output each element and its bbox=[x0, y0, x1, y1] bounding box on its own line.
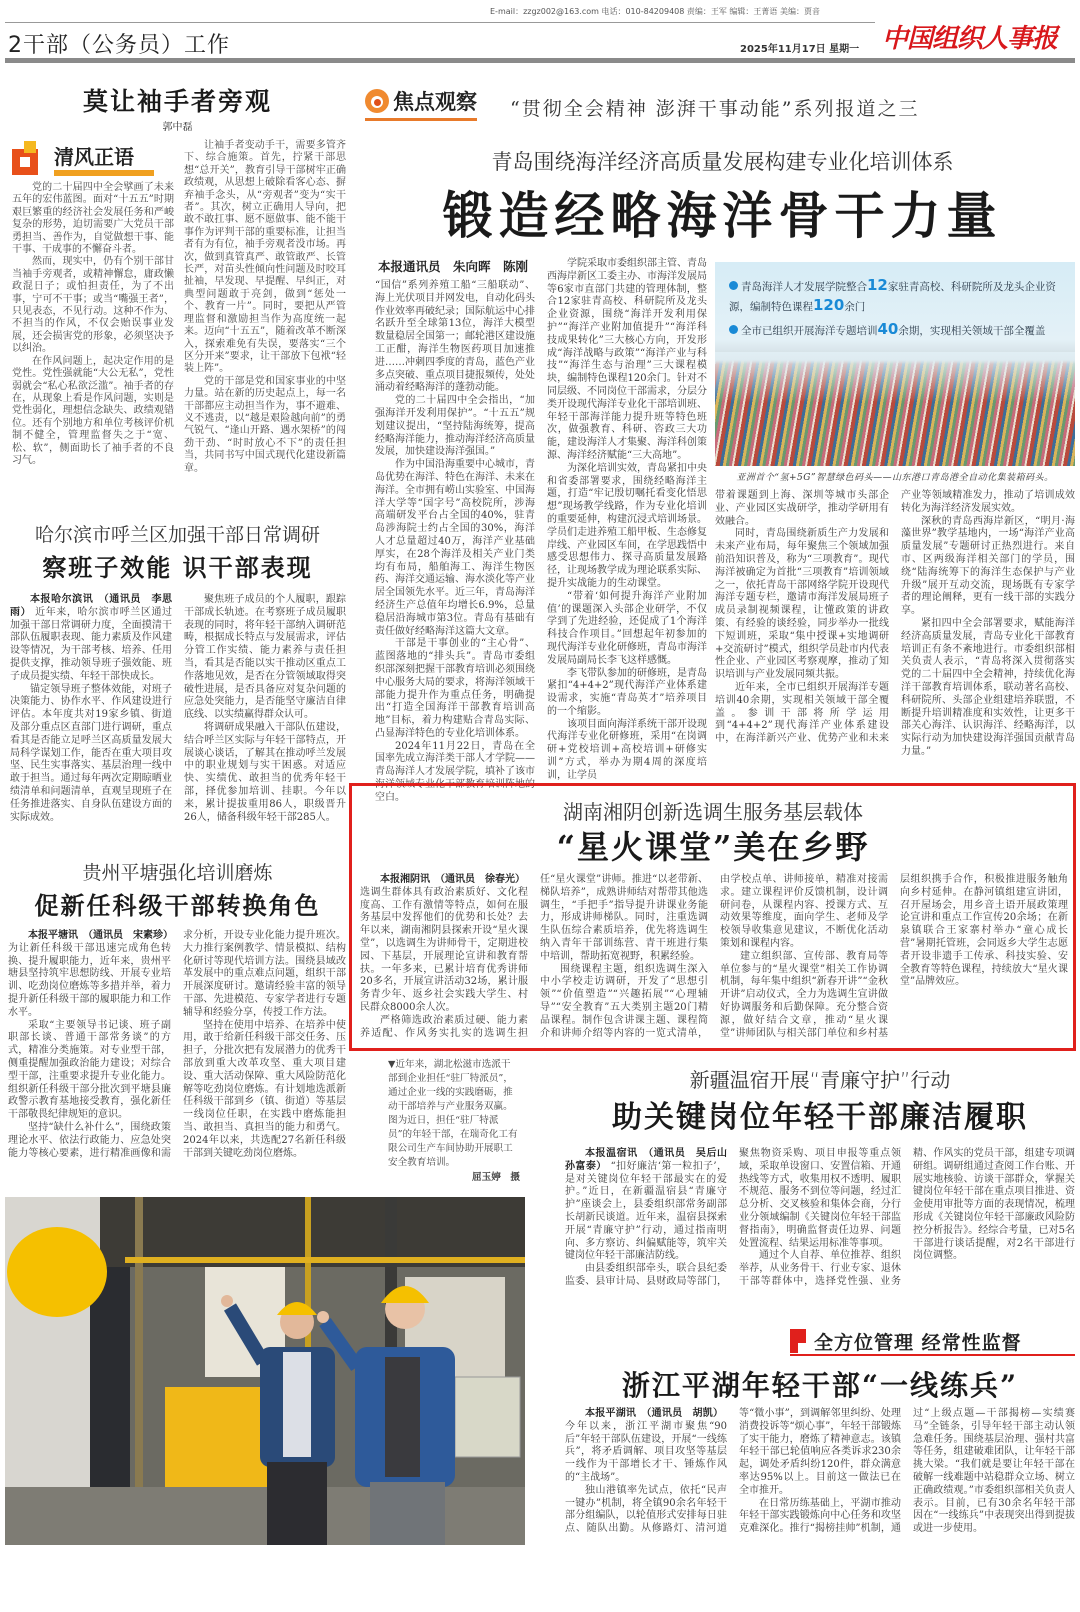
paragraph-text: 严格筛选政治素质过硬、能力素养适配、作风务实扎实的选调生担任“星火课堂”讲师。推进“以老带新、梯队培养”，成熟讲师结对帮带其他选调生，“手把手”指导提升讲课业务能力，形成讲师梯队。同时，注重选调生队伍综合素质培养，优先将选调生纳入青年干部训练营、青干班进行集中培训，帮助拓宽视野，积累经验。 bbox=[360, 874, 708, 1039]
article-paragraph bbox=[547, 258, 707, 463]
paragraph-text: 党的二十届四中全会指出，“加强海洋开发利用保护”。“十五五”规划建议提出，“坚持陆海统筹，提高经略海洋能力，推动海洋经济高质量发展，加快建设海洋强国。” bbox=[375, 395, 535, 458]
paragraph-text: 在日常历练基础上，平湖市推动年轻干部实践锻炼向中心任务和攻坚克难深化。推行“揭榜挂帅”机制，通过“上级点题—干部揭榜—实绩赛马”全链条，引导年轻干部主动认领急难任务。围绕基层治理、强村共富等任务，组建破难团队，让年轻干部挑大梁。“我们就是要让年轻干部在破解一线难题中站稳群众立场、树立正确政绩观。”市委组织部相关负责人表示。目前，已有30余名年轻干部因在“一线练兵”中表现突出得到提拔或进一步使用。 bbox=[739, 1408, 1075, 1535]
article-byline: 本报平湖讯 （通讯员 胡凯） bbox=[585, 1408, 723, 1419]
article-paragraph bbox=[360, 874, 528, 1015]
article-paragraph bbox=[715, 490, 889, 528]
paragraph-text: 通过个人自荐、单位推荐、组织举荐，从业务骨干、行业专家、退休干部等群体中，选择党性强、业务精、作风实的党员干部，组建专项调研组。调研组通过查阅工作台账、开展实地核验、访谈干部群众，掌握关键岗位年轻干部在重点项目推进、资金使用审批等方面的表现情况，梳理形成《关键岗位年轻干部廉政风险防控分析报告》。经综合考量，已对5名干部进行谈话提醒，对2名干部进行岗位调整。 bbox=[739, 1148, 1075, 1287]
highlight-number: 40 bbox=[877, 320, 899, 338]
qingdao-article-body-part2 bbox=[715, 490, 1075, 759]
hunan-article-body bbox=[360, 874, 1068, 1040]
commentary-author: 郭中磊 bbox=[162, 122, 193, 133]
article-paragraph bbox=[901, 618, 1075, 759]
article-paragraph bbox=[901, 516, 1075, 618]
highlight-text: 全市已组织开展海洋专题培训 bbox=[741, 325, 878, 337]
article-paragraph bbox=[8, 1020, 171, 1122]
highlight-number: 12 bbox=[867, 276, 888, 294]
article-paragraph bbox=[184, 376, 346, 475]
article-paragraph bbox=[375, 459, 535, 638]
factory-scene-image bbox=[5, 1197, 525, 1545]
highlight-text: 余期，实现相关领域干部全覆盖 bbox=[898, 325, 1046, 337]
factory-photo bbox=[5, 1197, 525, 1545]
eye-icon bbox=[365, 89, 389, 113]
paragraph-text: 李飞带队参加的研修班，是青岛紧扣“4+4+2”现代海洋产业体系建设需求，实施“青岛英才”培养项目的一个缩影。 bbox=[547, 667, 707, 717]
series-title: “贯彻全会精神 澎湃干事动能”系列报道之三 bbox=[510, 98, 920, 120]
paragraph-text: 聚焦班子成员的个人履职，跟踪干部成长轨迹。在考察班子成员履职表现的同时，将年轻干部纳入调研范畴，根据成长特点与发展需求，评估分管工作实绩、能力素养与责任担当，看其是否能以实干推动区重点工作落地见效，是否在分管领域取得突破性进展，是否具备应对复杂问题的应急处突能力，是否能坚守廉洁自律底线、以实绩赢得群众认可。 bbox=[184, 594, 346, 721]
guizhou-article-body bbox=[8, 930, 346, 1160]
photo-caption-text: ▼近年来，湖北松滋市选派干部到企业担任“驻厂特派员”，通过企业一线的实践磨砺，推动干部培养与产业服务双赢。图为近日，担任“驻厂特派员”的年轻干部，在瑞奇化工有限公司生产车间协助开展职工安全教育培训。 bbox=[388, 1059, 518, 1168]
xinjiang-article-body bbox=[565, 1148, 1075, 1289]
paragraph-text: 学院采取市委组织部主管、青岛西海岸新区工委主办、市海洋发展局等6家市直部门共建的管理体制，整合12家驻青高校、科研院所及龙头企业资源，围绕“海洋开发利用保护”“海洋产业附加值提升”“海洋科技成果转化”三大核心方向，开发形成“海洋战略与政策”“海洋产业与科技”“海洋生态与治理”三大课程模块，编制特色课程120余门。针对不同层级、不同岗位干部需求，分层分类开设现代海洋专业化干部培训班、年轻干部海洋能力提升班等特色班次，做强教育、科研、咨政三大功能，建设海洋人才集聚、海洋科创策源、海洋经济赋能“三大高地”。 bbox=[547, 258, 707, 461]
article-paragraph bbox=[375, 638, 535, 740]
article-paragraph bbox=[547, 591, 707, 668]
paragraph-text: 2024年11月22日，青岛在全国率先成立海洋类干部人才学院——青岛海洋人才发展学院，填补了该市海洋领域专业化干部教育培训阵地的空白。 bbox=[375, 740, 535, 803]
focus-section-badge bbox=[365, 86, 477, 121]
paragraph-text: 作为中国沿海重要中心城市，青岛优势在海洋、特色在海洋、未来在海洋。全市拥有崂山实验室、中国海洋大学等“国字号”高校院所，涉海高端研发平台占全国的40%，驻青岛涉海院士约占全国的30%，海洋人才总量超过40万，海洋产业基础厚实，在28个海洋及相关产业门类均有布局，船舶海工、海洋生物医药、海洋交通运输、海水淡化等产业居全国领先水平。近三年，青岛海洋经济生产总值年均增长6.9%，总量稳居沿海城市第3位。青岛有基础有责任做好经略海洋这篇大文章。 bbox=[375, 459, 535, 637]
issue-date: 2025年11月17日 星期一 bbox=[740, 44, 860, 55]
paragraph-text: 深秋的青岛西海岸新区，“明月·海藻世界”教学基地内，一场“海洋产业高质量发展”专题研讨正热烈进行。来自市、区两级海洋相关部门的学员，围绕“陆海统筹下的海洋生态保护与产业升级”展开互动交流，现场既有专家学者的理论阐释，更有一线干部的实践分享。 bbox=[901, 515, 1075, 617]
article-paragraph bbox=[547, 668, 707, 719]
contact-line: E-mail：zzgz002@163.com 电话：010-84209408 责编：王军 编辑：王菁语 美编：贾音 bbox=[490, 7, 820, 16]
red-block-icon bbox=[790, 1329, 806, 1353]
paragraph-text: 坚持在使用中培养、在培养中使用，敢于给新任科级干部交任务、压担子，分批次把有发展潜力的优秀干部放到重大改革攻坚、重大项目建设、重大活动保障、重大风险防范化解等吃劲岗位磨炼。有计划地选派新任科级干部到乡（镇、街道）等基层一线岗位任职，在实践中磨炼能担当、敢担当、真担当的能力和勇气。2024年以来，共选配27名新任科级干部到关键吃劲岗位磨炼。 bbox=[183, 1019, 346, 1159]
xinjiang-inset-heading bbox=[790, 1328, 1075, 1356]
article-paragraph bbox=[8, 930, 171, 1020]
paragraph-text: “扣好廉洁‘第一粒扣子’，是对关键岗位年轻干部最实在的爱护。”近日，在新疆温宿县“青廉守护”座谈会上，县委组织部常务副部长胡新民谈道。近年来，温宿县探索开展“青廉守护”行动，通过指南明向、多方察访、纠偏赋能等，筑牢关键岗位年轻干部廉洁防线。 bbox=[565, 1160, 727, 1262]
paragraph-text: “带着‘如何提升海洋产业附加值’的课题深入头部企业研学，不仅学到了先进经验，还促成了1个海洋科技合作项目。”回想起年初参加的现代海洋专业化研修班，青岛市海洋发展局副局长李飞这样感慨。 bbox=[547, 590, 707, 666]
paragraph-text: 为让新任科级干部迅速完成角色转换、提升履职能力，近年来，贵州平塘县坚持筑牢思想防线、开展专业培训、吃劲岗位磨炼等多措并举，着力提升新任科级干部的履职能力和工作水平。 bbox=[8, 942, 171, 1018]
page-section-title: 2干部（公务员）工作 bbox=[8, 33, 230, 58]
article-paragraph bbox=[183, 1020, 346, 1161]
commentary-title: 莫让袖手者旁观 bbox=[82, 87, 272, 116]
article-paragraph bbox=[565, 1408, 727, 1485]
hunan-subtitle: 湖南湘阴创新选调生服务基层载体 bbox=[563, 800, 863, 824]
article-paragraph bbox=[12, 182, 174, 256]
guizhou-subtitle: 贵州平塘强化培训磨炼 bbox=[82, 862, 273, 884]
paragraph-text: 围绕课程主题，组织选调生深入中小学校走访调研，开发了“思想引领”“价值塑造”“兴趣拓展”“心理辅导”“安全教育”五大类别主题20门精品课程。制作包含讲课主题、课程简介和讲师介绍等内容的一览式清单，由学校点单、讲师接单，精准对接需求。建立课程评价反馈机制，设计调研问卷，从课程内容、授课方式、互动效果等维度，面向学生、老师及学校领导收集意见建议，不断优化活动策划和课程内容。 bbox=[540, 874, 888, 1039]
bullet-icon bbox=[729, 325, 738, 334]
highlight-text: 余门 bbox=[844, 301, 866, 313]
paragraph-text: 锚定领导班子整体效能，对班子决策能力、协作水平、作风建设进行评估。本年度共对19家乡镇、街道及部分重点区直部门进行调研，重点看其是否能立足呼兰区高质量发展大局科学谋划工作，能否在重大项目攻坚、民生实事落实、基层治理一线中敢于担当。通过每年两次定期晾晒业绩清单和问题清单，直观呈现班子在任务推进落实、自身队伍建设方面的实际成效。 bbox=[10, 683, 172, 823]
article-paragraph bbox=[184, 140, 346, 376]
qingdao-subtitle: 青岛围绕海洋经济高质量发展构建专业化培训体系 bbox=[491, 150, 954, 174]
paragraph-text: 近年来，哈尔滨市呼兰区通过加强干部日常调研力度，全面摸清干部队伍履职表现、能力素质及作风建设等情况，为干部考核、培养、任用提供支撑，推动领导班子强效能、班子成员提实绩、年轻干部快成长。 bbox=[10, 606, 173, 682]
paragraph-text: 独山港镇率先试点，依托“民声一键办”机制，将全镇90余名年轻干部分组编队，以轮值形式安排每日驻点、随队出勤。从修路灯、清河道等“微小事”，到调解邻里纠纷、处理消费投诉等“烦心事”，年轻干部锻炼了实干能力，磨炼了精神意志。该镇年轻干部已轮值响应各类诉求230余起，调处矛盾纠纷120件，群众满意率达95%以上。目前这一做法已在全市推开。 bbox=[565, 1408, 901, 1535]
commentary-body bbox=[12, 140, 346, 475]
article-byline: 本报通讯员 朱向晖 陈刚 bbox=[377, 259, 528, 274]
paragraph-text: 党的二十届四中全会擘画了未来五年的宏伟蓝图。面对“十五五”时期艰巨繁重的经济社会发展任务和严峻复杂的形势，迫切需要广大党员干部勇担当、善作为，自觉做想干事、能干事、干成事的不懈奋斗者。 bbox=[12, 182, 174, 256]
guizhou-headline: 促新任科级干部转换角色 bbox=[34, 891, 321, 920]
article-byline: 本报哈尔滨讯 （通讯员 李思雨） bbox=[10, 594, 172, 618]
hunan-headline: “星火课堂”美在乡野 bbox=[556, 828, 870, 866]
highlight-text: 青岛海洋人才发展学院整合 bbox=[741, 281, 867, 293]
port-image bbox=[715, 262, 1075, 466]
zhejiang-headline: 浙江平湖年轻干部“一线练兵” bbox=[621, 1369, 1019, 1402]
paragraph-text: 近年来，全市已组织开展海洋专题培训40余期，实现相关领域干部全覆盖。参训干部将所学运用到“4+4+2”现代海洋产业体系建设中，在海洋新兴产业、优势产业和未来产业等领域精准发力，推动了培训成效转化为海洋经济发展实效。 bbox=[715, 490, 1075, 745]
article-paragraph bbox=[184, 594, 346, 722]
paragraph-text: 让袖手者变动手干，需要多管齐下、综合施策。首先，拧紧干部思想“总开关”，教育引导干部树牢正确政绩观，从思想上破除看客心态、摒弃袖手念头，从“旁观者”变为“实干者”。其次，树立正确用人导向，把敢不敢扛事、愿不愿做事、能不能干事作为评判干部的重要标准，让担当者有为有位，袖手旁观者没市场。再次，做到真管真严、敢管敢严、长管长严，对苗头性倾向性问题及时咬耳扯袖，早发现、早提醒、早纠正，对典型问题敢于亮剑，做到“惩处一个、教育一片”。同时，要把从严管理监督和激励担当作为高度统一起来。迈向“十五五”，随着改革不断深入，探索难免有失误，要落实“三个区分开来”要求，让干部放下包袱“轻装上阵”。 bbox=[184, 140, 346, 375]
paragraph-text: 然而，现实中，仍有个别干部甘当袖手旁观者，或精神懈怠，庸政懒政混日子；或怕担责任，为了不出事，宁可不干事；或当“嘴强王者”，只见表态，不见行动。这种不作为、不担当的作风，不仅会贻误事业发展，还会损害党的形象，必须坚决予以纠治。 bbox=[12, 256, 174, 355]
article-paragraph bbox=[12, 356, 174, 468]
paragraph-text: 党的干部是党和国家事业的中坚力量。站在新的历史起点上，每一名干部都应主动担当作为，事不避难、义不逃责，以“越是艰险越向前”的勇气锐气、“逢山开路、遇水架桥”的闯劲干劲、“时时放心不下”的责任担当，共同书写中国式现代化建设新篇章。 bbox=[184, 375, 346, 474]
highlight-1 bbox=[729, 276, 1065, 316]
paragraph-text: 坚持“缺什么补什么”，围绕政策理论水平、依法行政能力、应急处突能力等核心要素，进行精准画像和需求分析，开设专业化能力提升班次。大力推行案例教学、情景模拟、结构化研讨等现代培训方法。围绕县域改革发展中的重点难点问题，组织干部开展深度研讨。邀请经验丰富的领导干部、先进模范、专家学者进行专题辅导和经验分享，传授工作方法。 bbox=[8, 930, 346, 1159]
paragraph-text: 带着课题到上海、深圳等城市头部企业、产业园区实战研学，推动学研用有效融合。 bbox=[715, 490, 889, 527]
paragraph-text: 采取“主要领导书记谈、班子副职部长谈、普通干部常务谈”的方式，精准分类施策。对专业型干部，侧重提醒加强政治能力建设；对综合型干部，注重要求提升专业化能力。组织新任科级干部分批次到平塘县廉政警示教育基地接受教育，强化新任干部敬畏纪律规矩的意识。 bbox=[8, 1019, 171, 1121]
article-byline: 本报平塘讯 （通讯员 宋素珍） bbox=[28, 930, 173, 941]
header-rule bbox=[5, 58, 1075, 63]
highlight-number: 120 bbox=[813, 296, 845, 314]
paragraph-text: 同时，青岛围绕新质生产力发展和未来产业布局，每年聚焦三个领域加强前沿知识普及，称为“三项教育”。现代海洋被确定为首批“三项教育”培训领域之一，依托青岛干部网络学院开设现代海洋专题专栏，邀请市海洋发展局班子成员录制视频课程，让懂政策的讲政策、有经验的谈经验，同步举办一批线下短训班，采取“集中授课+实地调研+交流研讨”模式，组织学员赴市内代表性企业、产业园区考察观摩，推动了知识培训与产业发展同频共振。 bbox=[715, 528, 889, 681]
paragraph-text: 建立组织部、宣传部、教育局等单位参与的“星火课堂”相关工作协调机制，每年集中组织“新春开讲”“金秋开讲”启动仪式，全力为选调生宣讲做好协调服务和后勤保障。充分整合资源，做好结合文章，推动“星火课堂”讲师团队与相关部门单位和乡村基层组织携手合作，积极推进服务触角向乡村延伸。在静河镇组建宣讲团，召开屋场会，用乡音土语开展政策理论宣讲和重点工作宣传20余场；在新泉镇联合王家寨村举办“童心成长营”暑期托管班，会同返乡大学生志愿者开设非遗手工传承、科技实验、安全教育等特色课程，持续放大“星火课堂”品牌效应。 bbox=[720, 874, 1068, 1039]
column-label: 清风正语 bbox=[54, 141, 154, 176]
article-paragraph bbox=[12, 256, 174, 355]
paragraph-text: 紧扣四中全会部署要求，赋能海洋经济高质量发展，青岛专业化干部教育培训正有条不紊地进行。市委组织部相关负责人表示，“青岛将深入贯彻落实党的二十届四中全会精神，持续优化海洋干部教育培训体系，联动著名高校、科研院所、头部企业组建培养联盟，不断提升培训精准度和实效性，让更多干部关心海洋、认识海洋、经略海洋，以实际行动为加快建设海洋强国贡献青岛力量。” bbox=[901, 617, 1075, 757]
qingdao-headline: 锻造经略海洋骨干力量 bbox=[442, 187, 1003, 245]
article-paragraph bbox=[10, 684, 172, 825]
article-paragraph bbox=[184, 722, 346, 824]
xinjiang-headline: 助关键岗位年轻干部廉洁履职 bbox=[612, 1100, 1028, 1135]
paragraph-text: 今年以来，浙江平湖市聚焦“90后”年轻干部队伍建设，开展“一线练兵”，将矛盾调解、项目攻坚等基层一线作为干部增长才干、锤炼作风的“主战场”。 bbox=[565, 1420, 727, 1483]
paragraph-text: 为深化培训实效，青岛紧扣中央和省委部署要求，围绕经略海洋主题，打造“牢记殷切嘱托看变化悟思想”现场教学线路，作为专业化培训的重要延伸，构建沉浸式培训场景。学员们走进养殖工船甲板、生态修复岸线、产业园区车间，在学思践悟中感受思想伟力、探寻高质量发展路径，让现场教学成为理论联系实际、提升实战能力的生动课堂。 bbox=[547, 462, 707, 589]
paragraph-text: 该项目面向海洋系统干部开设现代海洋专业化研修班，采用“在岗调研+党校培训+高校培训+研修实训”方式，举办为期4周的深度培训，让学员 bbox=[547, 718, 707, 781]
paragraph-text: 干部是干事创业的“主心骨”、蓝图落地的“排头兵”。青岛市委组织部深刻把握干部教育培训必须围绕中心服务大局的要求，将海洋领域干部能力提升作为重点任务，明确提出“打造全国海洋干部教育培训高地”目标，着力构建贴合青岛实际、凸显海洋特色的专业化培训体系。 bbox=[375, 638, 535, 739]
header-divider bbox=[5, 22, 875, 23]
port-fog bbox=[715, 352, 1075, 402]
photo-caption bbox=[388, 1058, 520, 1185]
article-paragraph bbox=[10, 594, 172, 684]
qingdao-article-body-part1 bbox=[375, 258, 707, 805]
harbin-headline: 察班子效能 识干部表现 bbox=[42, 553, 313, 582]
article-paragraph bbox=[547, 463, 707, 591]
zhejiang-article-body bbox=[565, 1408, 1075, 1536]
masthead-logo: 中国组织人事报 bbox=[882, 24, 1058, 54]
article-paragraph bbox=[547, 719, 707, 783]
port-image-caption: 亚洲首个“氢+5G”智慧绿色码头——山东港口青岛港全自动化集装箱码头。 bbox=[736, 473, 1054, 483]
article-paragraph bbox=[375, 258, 535, 395]
paragraph-text: 在作风问题上，起决定作用的是党性。党性强就能“大公无私”，党性弱就会“私心私欲泛滥”。袖手者的存在，从现象上看是作风问题，实则是党性弱化，理想信念缺失、政绩观错位。还有个别地方和单位考核评价机制不健全，管理监督失之于“宽、松、软”，侧面助长了袖手者的不良习气。 bbox=[12, 355, 174, 466]
column-badge bbox=[12, 140, 174, 176]
focus-label: 焦点观察 bbox=[393, 90, 477, 114]
inset-heading-text: 全方位管理 经常性监督 bbox=[814, 1331, 1022, 1354]
paragraph-text: 将调研成果融入干部队伍建设，结合呼兰区实际与年轻干部特点，开展谈心谈话，了解其在推动呼兰发展中的职业规划与实干困惑。对适应快、实绩优、敢担当的优秀年轻干部，择优参加培训、挂职。今年以来，累计提拔重用86人，职级晋升26人，储备科级年轻干部285人。 bbox=[184, 721, 346, 823]
harbin-article-body bbox=[10, 594, 346, 824]
article-paragraph bbox=[375, 395, 535, 459]
bullet-icon bbox=[729, 281, 738, 290]
xinjiang-subtitle: 新疆温宿开展“青廉守护”行动 bbox=[689, 1068, 951, 1092]
highlight-text: 家驻青高校、科研院所及龙头企业资源，编制特色课程 bbox=[729, 281, 1056, 313]
harbin-subtitle: 哈尔滨市呼兰区加强干部日常调研 bbox=[34, 524, 320, 546]
paragraph-text: 选调生群体具有政治素质好、文化程度高、工作有激情等特点，如何在服务基层中发挥他们的优势和长处？去年以来，湖南湘阴县探索开设“星火课堂”，以选调生为讲师骨干，定期进校园、下基层，开展理论宣讲和教育帮扶。一年多来，已累计培育优秀讲师20多名，开展宣讲活动32场，累计服务青少年、返乡社会实践大学生、村民群众8000余人次。 bbox=[360, 886, 528, 1013]
article-byline: 本报湘阴讯 （通讯员 徐春光） bbox=[380, 874, 525, 885]
badge-squares-icon bbox=[12, 141, 46, 175]
article-paragraph bbox=[565, 1148, 737, 1263]
highlight-2 bbox=[729, 320, 1065, 340]
paragraph-text: “国信”系列养殖工船“三船联动”、海上光伏项目并网发电，自动化码头作业效率再破纪录；国际航运中心排名跃升至全球第13位，海洋大模型数量稳居全国第一；邮轮港区建设施工正酣，海洋生物医药项目加速推进……冲刺四季度的青岛，蓝色产业多点突破、重点项目捷报频传，处处涌动着经略海洋的蓬勃动能。 bbox=[375, 280, 535, 394]
article-paragraph bbox=[715, 528, 889, 682]
paragraph-text: 由县委组织部牵头，联合县纪委监委、县审计局、县财政局等部门，聚焦物资采购、项目申报等重点领域，采取单设窗口、安置信箱、开通热线等方式，收集用权不透明、履职不规范、服务不到位等问题，经过汇总分析、交叉核验和集体会商，分行业分领域编制《关键岗位年轻干部监督指南》，明确监督责任边界、问题处置流程、结果运用标准等事项。 bbox=[565, 1148, 901, 1287]
photo-credit: 屈玉婷 摄 bbox=[472, 1172, 520, 1183]
article-byline: 本报温宿讯 （通讯员 吴后山 孙富泰） bbox=[565, 1148, 737, 1172]
